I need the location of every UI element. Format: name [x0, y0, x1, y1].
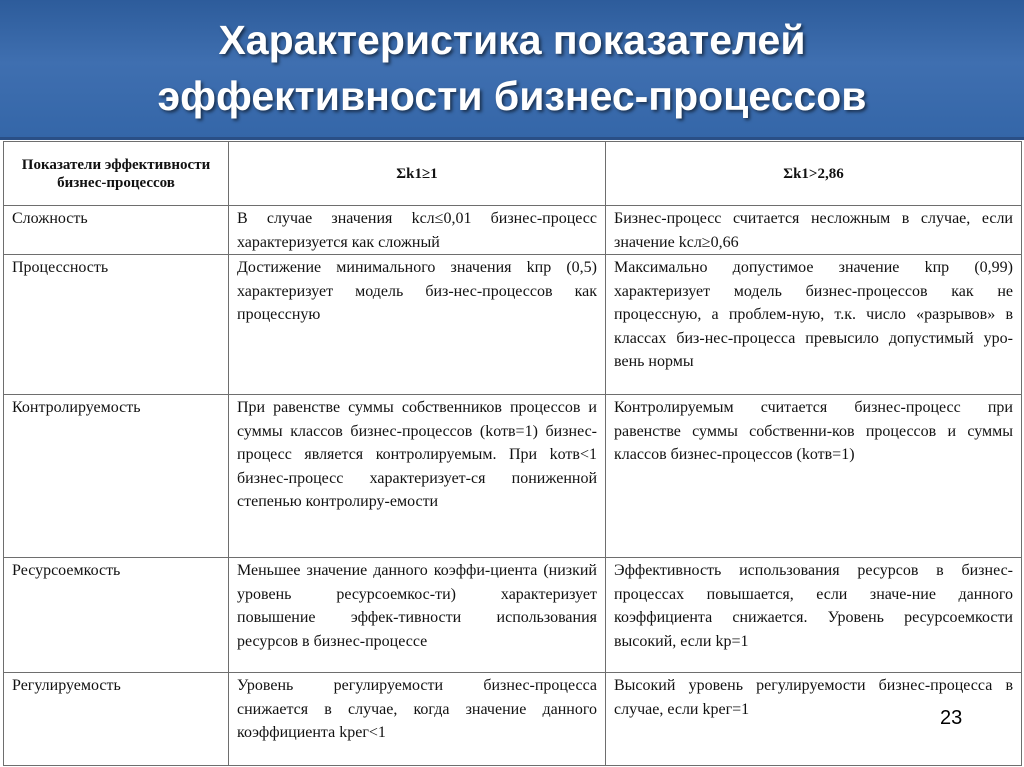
row-name: Сложность [4, 206, 229, 255]
page-number: 23 [940, 707, 963, 729]
row-cell-k1-gt-2-86: Контролируемым считается бизнес-процесс при равенстве суммы собственни-ков процессов и суммы классов бизнес-процессов (kотв=1) [606, 395, 1022, 558]
row-cell-k1-ge-1: Уровень регулируемости бизнес-процесса снижается в случае, когда значение данного коэффициента kрег<1 [229, 673, 606, 766]
table-row [4, 673, 1022, 766]
row-cell-k1-ge-1: При равенстве суммы собственников процессов и суммы классов бизнес-процессов (kотв=1) бизнес-процесс является контролируемым. При kотв<1 бизнес-процесс характеризует-ся пониженной степенью контролиру-емости [229, 395, 606, 558]
row-cell-k1-gt-2-86: Бизнес-процесс считается несложным в случае, если значение kсл≥0,66 [606, 206, 1022, 255]
title-banner [0, 0, 1024, 140]
slide-title-line-2: эффективности бизнес-процессов [157, 73, 867, 119]
header-indicators: Показатели эффективности бизнес-процессов [4, 142, 229, 206]
row-name: Процессность [4, 255, 229, 395]
indicators-table [3, 141, 1022, 766]
table-row [4, 255, 1022, 395]
row-cell-k1-ge-1: Меньшее значение данного коэффи-циента (низкий уровень ресурсоемкос-ти) характеризует повышение эффек-тивности использования ресурсов в бизнес-процессе [229, 558, 606, 673]
row-name: Ресурсоемкость [4, 558, 229, 673]
row-name: Контролируемость [4, 395, 229, 558]
slide-title [0, 12, 1024, 124]
table-row [4, 395, 1022, 558]
row-name: Регулируемость [4, 673, 229, 766]
slide-title-line-1: Характеристика показателей [218, 17, 806, 63]
table-row [4, 558, 1022, 673]
header-sum-k1-gt-2-86: Σk1>2,86 [606, 142, 1022, 206]
row-cell-k1-gt-2-86: Эффективность использования ресурсов в бизнес-процессах повышается, если значе-ние данного коэффициента снижается. Уровень ресурсоемкости высокий, если kр=1 [606, 558, 1022, 673]
row-cell-k1-gt-2-86: Высокий уровень регулируемости бизнес-процесса в случае, если kрег=1 [606, 673, 1022, 766]
header-sum-k1-ge-1: Σk1≥1 [229, 142, 606, 206]
row-cell-k1-gt-2-86: Максимально допустимое значение kпр (0,99) характеризует модель бизнес-процессов как не процессную, а проблем-ную, т.к. число «разрывов» в классах биз-нес-процесса превысило допустимый уро-вень нормы [606, 255, 1022, 395]
row-cell-k1-ge-1: Достижение минимального значения kпр (0,5) характеризует модель биз-нес-процессов как процессную [229, 255, 606, 395]
row-cell-k1-ge-1: В случае значения kсл≤0,01 бизнес-процесс характеризуется как сложный [229, 206, 606, 255]
table-row [4, 206, 1022, 255]
table-header-row [4, 142, 1022, 206]
